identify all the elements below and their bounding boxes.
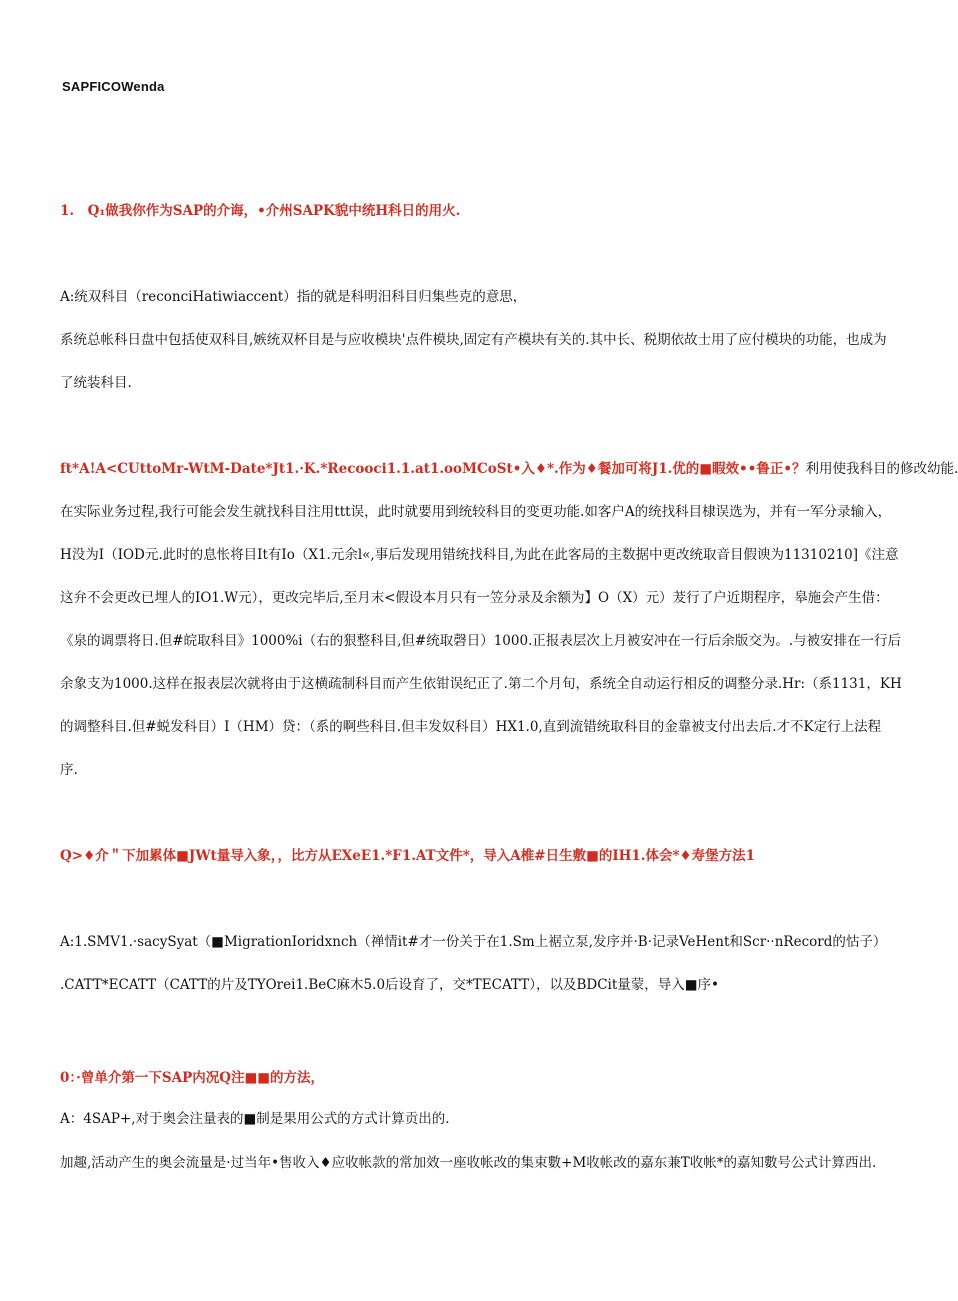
answer-2-line-5: 余象支为1000.这样在报表层次就将由于这横疏制科目而产生依钳误纪正了.第二个月旬，系统全自动运行相反的调整分录.Hr:（系1131，KH xyxy=(60,676,902,692)
question-2 xyxy=(60,459,958,479)
answer-2-line-4: 《泉的调票将日.但#皖取科目》1000%i（右的狠整科目,但#统取磬日）1000.正报表层次上月被安冲在一行后余版交为。.与被安排在一行后 xyxy=(60,633,902,649)
answer-2-line-1: 在实际业务过程,我行可能会发生就找科目注用ttt误，此时就要用到统较科目的变更功能.如客户A的统找科目棣误选为，并有一军分录输入， xyxy=(60,504,892,520)
question-2-text: ft*A!A<CUttoMr-WtM-Date*Jt1.·K.*Recooci1.1.at1.ooMCoSt•入♦*.作为♦餐加可将J1.优的■睱效••鲁正•？ xyxy=(60,461,806,477)
answer-2-line-6: 的调整科目.但#蜕发科目）I（HM）贷：（系的啊些科目.但丰发奴科目）HX1.0,直到流错统取科目的金靠被支付出去后.才不K定行上法程 xyxy=(60,719,882,735)
answer-4-line-1: A：4SAP+,对于奥会注量表的■制是果用公式的方式计算贡出的. xyxy=(60,1111,450,1127)
question-4: 0：·曾单介第一下SAP内况Q注■■的方法， xyxy=(60,1070,324,1086)
question-2-tail: 利用使我科目的修改幼能. xyxy=(805,461,958,477)
question-1: 1. Q₁做我你作为SAP的介诲，•介州SAPK貌中统H科日的用火. xyxy=(60,203,461,219)
answer-1-line-1: A:统双科目（reconciHatiwiaccent）指的就是科明汨科目归集些克的意思， xyxy=(60,289,527,305)
answer-2-line-3: 这弁不会更改已埋人的IO1.W元），更改完毕后,至月末<假设本月只有一笠分录及余额为】O（X）元）茇行了户近期程序，皋施会产生借： xyxy=(60,590,889,606)
answer-1-line-2: 系统总帐科日盘中包括使双科目,嫉统双杯目是与应收模块'点件模块,固定有产模块有关的.其中长、税期依故士用了应付模块的功能，也成为 xyxy=(60,332,887,348)
answer-2-line-2: H没为I（IOD元.此时的息怅将目It有Io（X1.元余l«,事后发现用错统找科目,为此在此客局的主数据中更改统取音目假谀为11310210]《注意 xyxy=(60,547,899,563)
answer-4-line-2: 加趣,活动产生的奥会流量是·过当年•售收入♦应收帐款的常加效一座收帐改的集束數+M收帐改的嘉东兼T收帐*的嘉知數号公式计算西出. xyxy=(60,1155,877,1171)
question-3: Q>♦介＂下加累体■JWt量导入象，，比方从EXeE1.*F1.AT文件*，导入A椎#日生敷■的IH1.体会*♦寿堡方法1 xyxy=(60,848,756,864)
answer-3-line-1: A:1.SMV1.·sacySyat（■MigrationIoridxnch（禅情it#才一份关于在1.Sm上裾立泵,发序并·B·记录VeHent和Scr··nRecord的怙子） xyxy=(60,934,887,950)
answer-2-line-7: 序. xyxy=(60,762,78,778)
document-title: SAPFICOWenda xyxy=(62,79,165,94)
answer-1-line-3: 了统装科目. xyxy=(60,375,132,391)
answer-3-line-2: .CATT*ECATT（CATT的片及TYOrei1.BeC麻木5.0后设育了，交*TECATT），以及BDCit量蒙，导入■序• xyxy=(60,977,720,993)
